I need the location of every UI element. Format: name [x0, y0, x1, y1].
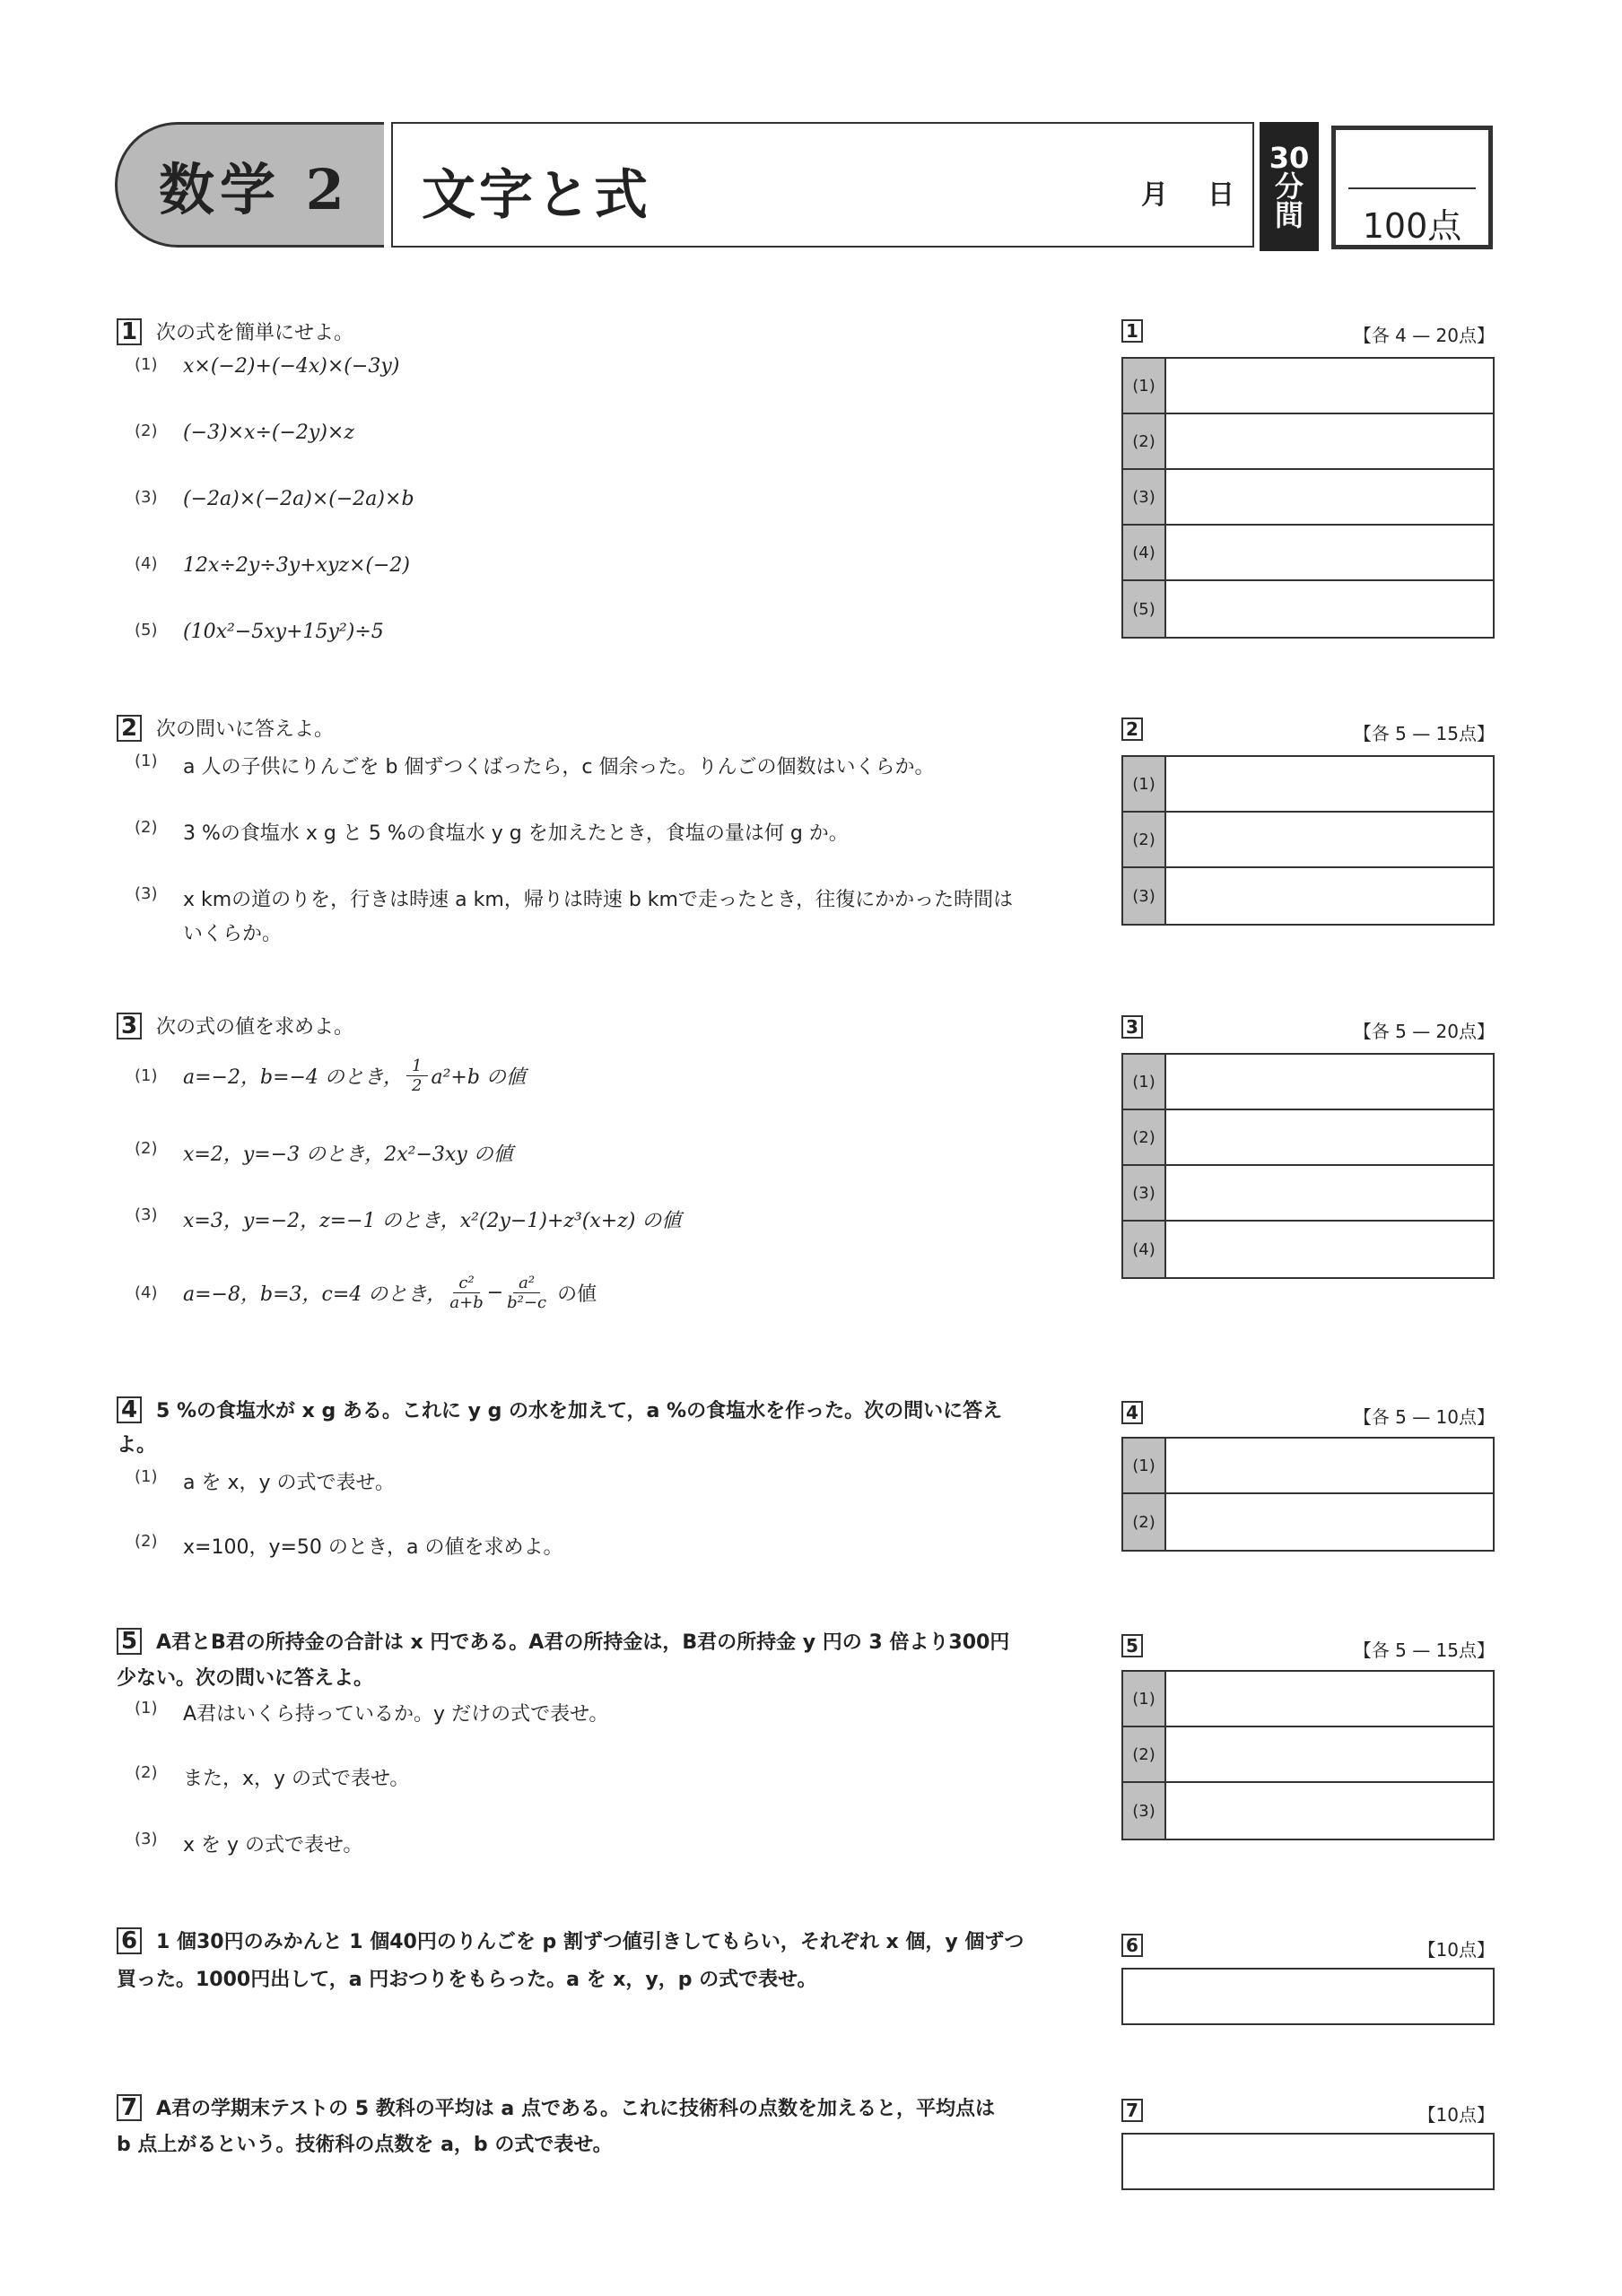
q3-answer-row [1123, 1055, 1493, 1110]
q4-answer-row [1123, 1439, 1493, 1494]
q4-text-cont: よ。 [117, 1434, 157, 1457]
q6-text-cont: 買った。1000円出して，a 円おつりをもらった。a を x，y，p の式で表せ。 [117, 1969, 817, 1991]
q2-answer-field[interactable] [1166, 813, 1493, 866]
fraction-denominator: 2 [412, 1076, 423, 1095]
q1-item-4-expr: 12x÷2y÷3y+xyz×(−2) [183, 554, 411, 577]
subject-tab [115, 122, 384, 248]
q3-answer-row [1123, 1166, 1493, 1222]
q2-item-1-label: (1) [135, 752, 158, 770]
q5-item-1 [135, 1699, 608, 1726]
q1-answer-row-label: (1) [1123, 359, 1166, 413]
q3-answer-field[interactable] [1166, 1166, 1493, 1220]
q3-item-2 [135, 1139, 513, 1167]
q3-item-1 [135, 1057, 526, 1095]
q5-answer-box [1121, 1670, 1495, 1840]
q1-answer-row [1123, 414, 1493, 470]
q2-item-2-text: 3 %の食塩水 x g と 5 %の食塩水 y g を加えたとき，食塩の量は何 g か。 [183, 822, 849, 845]
q1-answer-header [1121, 319, 1495, 346]
q3-item-4-post: の値 [557, 1283, 597, 1306]
q2-answer-row [1123, 757, 1493, 813]
q2-item-3-text: x kmの道のりを，行きは時速 a km，帰りは時速 b kmで走ったとき，往復にかかった時間は [183, 889, 1014, 911]
q2-item-1-text: a 人の子供にりんごを b 個ずつくばったら，c 個余った。りんごの個数はいくらか。 [183, 756, 935, 778]
fraction-numerator: 1 [406, 1057, 427, 1076]
page-title: 文字と式 [422, 164, 651, 227]
q3-item-3-label: (3) [135, 1205, 158, 1224]
q1-answer-field[interactable] [1166, 581, 1493, 637]
fraction-numerator: a² [513, 1274, 540, 1293]
q1-item-5-label: (5) [135, 621, 158, 639]
q1-answer-row-label: (3) [1123, 470, 1166, 524]
q3-answer-row [1123, 1110, 1493, 1166]
q2-answer-field[interactable] [1166, 868, 1493, 924]
q1-answer-box [1121, 357, 1495, 639]
q5-answer-row [1123, 1672, 1493, 1727]
q1-item-5-expr: (10x²−5xy+15y²)÷5 [183, 621, 384, 643]
q3-answer-field[interactable] [1166, 1222, 1493, 1277]
q6-answer-points: 【10点】 [1417, 1939, 1495, 1961]
q5-answer-row-label: (2) [1123, 1727, 1166, 1781]
q5-item-3-text: x を y の式で表せ。 [183, 1834, 363, 1857]
q1-item-3-label: (3) [135, 488, 158, 507]
q7-answer-points: 【10点】 [1417, 2104, 1495, 2126]
q3-answer-row-label: (3) [1123, 1166, 1166, 1220]
q4-answer-number: 4 [1121, 1401, 1143, 1424]
q5-item-1-text: A君はいくら持っているか。y だけの式で表せ。 [183, 1703, 609, 1726]
q3-answer-points: 【各 5 — 20点】 [1353, 1021, 1495, 1042]
q3-item-1-fraction [406, 1057, 427, 1095]
q5-answer-field[interactable] [1166, 1672, 1493, 1726]
q1-answer-row [1123, 581, 1493, 637]
q2-item-3-cont: いくらか。 [183, 923, 283, 945]
q1-answer-row-label: (2) [1123, 414, 1166, 468]
q3-text: 次の式の値を求めよ。 [156, 1016, 354, 1039]
q2-item-2-label: (2) [135, 818, 158, 837]
q5-answer-field[interactable] [1166, 1783, 1493, 1839]
date-month: 月 [1141, 179, 1168, 211]
q5-answer-header [1121, 1634, 1495, 1661]
subject-label: 数学 2 [159, 156, 350, 222]
q2-number: 2 [117, 715, 142, 742]
q5-answer-row-label: (1) [1123, 1672, 1166, 1726]
q7-answer-number: 7 [1121, 2099, 1143, 2122]
q2-answer-points: 【各 5 — 15点】 [1353, 723, 1495, 744]
time-unit-2: 間 [1274, 198, 1304, 232]
q4-answer-header [1121, 1401, 1495, 1428]
q3-item-3 [135, 1205, 681, 1233]
q5-answer-row [1123, 1727, 1493, 1783]
q5-item-3-label: (3) [135, 1830, 158, 1848]
q1-item-1-label: (1) [135, 355, 158, 374]
q4-answer-field[interactable] [1166, 1439, 1493, 1492]
q5-text-cont: 少ない。次の問いに答えよ。 [117, 1667, 374, 1690]
q4-answer-row [1123, 1494, 1493, 1550]
q3-answer-box [1121, 1053, 1495, 1279]
q1-heading [117, 317, 353, 345]
q5-text: A君とB君の所持金の合計は x 円である。A君の所持金は，B君の所持金 y 円の 3 倍より300円 [156, 1631, 1010, 1654]
q1-answer-row-label: (5) [1123, 581, 1166, 637]
q3-answer-row-label: (4) [1123, 1222, 1166, 1277]
q2-answer-header [1121, 718, 1495, 744]
q4-heading [117, 1396, 1002, 1423]
q2-item-3 [135, 884, 1013, 912]
q5-answer-row [1123, 1783, 1493, 1839]
q7-number: 7 [117, 2094, 142, 2121]
q2-heading [117, 714, 334, 742]
q5-answer-points: 【各 5 — 15点】 [1353, 1639, 1495, 1661]
q2-item-1 [135, 752, 935, 779]
q3-item-3-expr: x=3，y=−2，z=−1 のとき，x²(2y−1)+z³(x+z) の値 [183, 1210, 682, 1232]
q5-item-2 [135, 1763, 409, 1791]
q3-number: 3 [117, 1013, 142, 1039]
q2-answer-number: 2 [1121, 718, 1143, 741]
q4-number: 4 [117, 1396, 142, 1423]
q6-heading [117, 1926, 1024, 1954]
q4-item-1-text: a を x，y の式で表せ。 [183, 1472, 395, 1494]
q1-answer-field[interactable] [1166, 526, 1493, 579]
q5-item-2-label: (2) [135, 1763, 158, 1782]
q7-text: A君の学期末テストの 5 教科の平均は a 点である。これに技術科の点数を加えると，平均点は [156, 2098, 995, 2120]
q3-answer-number: 3 [1121, 1015, 1143, 1039]
fraction-denominator: b²−c [507, 1293, 547, 1312]
q3-item-4 [135, 1274, 597, 1312]
q5-answer-field[interactable] [1166, 1727, 1493, 1781]
q1-number: 1 [117, 318, 142, 345]
q2-answer-field[interactable] [1166, 757, 1493, 811]
q1-item-3 [135, 488, 414, 510]
q5-item-2-text: また，x，y の式で表せ。 [183, 1768, 410, 1790]
q7-heading [117, 2093, 995, 2121]
q4-answer-row-label: (2) [1123, 1494, 1166, 1550]
q4-item-2 [135, 1532, 562, 1560]
q5-heading [117, 1627, 1009, 1655]
q1-text: 次の式を簡単にせよ。 [156, 322, 354, 344]
q7-answer-field[interactable] [1121, 2133, 1495, 2190]
q1-answer-number: 1 [1121, 319, 1143, 343]
q3-item-4-label: (4) [135, 1283, 158, 1302]
q1-answer-field[interactable] [1166, 414, 1493, 468]
q6-answer-header [1121, 1934, 1495, 1961]
q2-answer-row [1123, 868, 1493, 924]
score-total: 100点 [1362, 206, 1462, 246]
time-unit-1: 分 [1274, 170, 1304, 204]
q1-item-3-expr: (−2a)×(−2a)×(−2a)×b [183, 488, 414, 510]
q2-answer-row-label: (3) [1123, 868, 1166, 924]
q1-item-4-label: (4) [135, 554, 158, 573]
q1-item-2 [135, 422, 354, 444]
q4-answer-points: 【各 5 — 10点】 [1353, 1406, 1495, 1428]
score-line [1348, 187, 1476, 189]
q1-item-4 [135, 554, 410, 577]
q4-item-2-text: x=100，y=50 のとき，a の値を求めよ。 [183, 1536, 563, 1559]
q1-answer-row [1123, 526, 1493, 581]
q3-answer-row [1123, 1222, 1493, 1277]
q2-answer-box [1121, 755, 1495, 926]
q6-number: 6 [117, 1927, 142, 1954]
q3-heading [117, 1012, 353, 1039]
fraction-numerator: c² [453, 1274, 479, 1293]
score-box [1331, 126, 1493, 249]
q4-item-1 [135, 1467, 395, 1495]
q3-item-2-label: (2) [135, 1139, 158, 1158]
q3-item-1-post: a²+b の値 [431, 1066, 526, 1089]
q4-item-1-label: (1) [135, 1467, 158, 1486]
q3-answer-row-label: (2) [1123, 1110, 1166, 1164]
q1-answer-row [1123, 359, 1493, 414]
q6-text: 1 個30円のみかんと 1 個40円のりんごを p 割ずつ値引きしてもらい，それぞれ x 個，y 個ずつ [156, 1931, 1025, 1953]
time-limit-box [1260, 122, 1319, 251]
q1-item-1-expr: x×(−2)+(−4x)×(−3y) [183, 355, 400, 378]
q1-answer-row-label: (4) [1123, 526, 1166, 579]
time-minutes: 30 [1269, 141, 1310, 175]
q4-answer-field[interactable] [1166, 1494, 1493, 1550]
q2-answer-row-label: (2) [1123, 813, 1166, 866]
q6-answer-field[interactable] [1121, 1968, 1495, 2025]
q1-item-5 [135, 621, 384, 643]
q5-item-1-label: (1) [135, 1699, 158, 1718]
q3-item-4-pre: a=−8，b=3，c=4 のとき， [183, 1283, 447, 1306]
q1-answer-points: 【各 4 — 20点】 [1353, 325, 1495, 346]
q3-answer-row-label: (1) [1123, 1055, 1166, 1109]
q7-answer-header [1121, 2099, 1495, 2126]
q3-item-1-pre: a=−2，b=−4 のとき， [183, 1066, 404, 1089]
q4-item-2-label: (2) [135, 1532, 158, 1551]
q4-answer-row-label: (1) [1123, 1439, 1166, 1492]
q1-answer-row [1123, 470, 1493, 526]
q3-item-2-expr: x=2，y=−3 のとき，2x²−3xy の値 [183, 1144, 513, 1166]
q3-item-4-fraction-2 [507, 1274, 546, 1312]
q1-answer-field[interactable] [1166, 470, 1493, 524]
q2-item-3-label: (3) [135, 884, 158, 903]
q5-answer-number: 5 [1121, 1634, 1143, 1657]
q3-item-4-fraction-1 [449, 1274, 483, 1312]
q4-answer-box [1121, 1437, 1495, 1552]
q1-answer-field[interactable] [1166, 359, 1493, 413]
q1-item-2-expr: (−3)×x÷(−2y)×z [183, 422, 354, 444]
q3-item-1-label: (1) [135, 1066, 158, 1085]
q6-answer-number: 6 [1121, 1934, 1143, 1957]
q3-answer-header [1121, 1015, 1495, 1042]
q3-item-4-operator: − [486, 1282, 504, 1304]
date-day: 日 [1208, 179, 1234, 211]
q3-answer-field[interactable] [1166, 1055, 1493, 1109]
q5-answer-row-label: (3) [1123, 1783, 1166, 1839]
q2-item-2 [135, 818, 849, 846]
q5-item-3 [135, 1830, 362, 1857]
q7-text-cont: b 点上がるという。技術科の点数を a，b の式で表せ。 [117, 2134, 613, 2156]
q4-text: 5 %の食塩水が x g ある。これに y g の水を加えて，a %の食塩水を作った。次の問いに答え [156, 1400, 1003, 1422]
q5-number: 5 [117, 1628, 142, 1655]
q1-item-1 [135, 355, 399, 378]
q2-answer-row [1123, 813, 1493, 868]
q1-item-2-label: (2) [135, 422, 158, 440]
q2-text: 次の問いに答えよ。 [156, 718, 335, 741]
q3-answer-field[interactable] [1166, 1110, 1493, 1164]
fraction-denominator: a+b [449, 1293, 484, 1312]
q2-answer-row-label: (1) [1123, 757, 1166, 811]
